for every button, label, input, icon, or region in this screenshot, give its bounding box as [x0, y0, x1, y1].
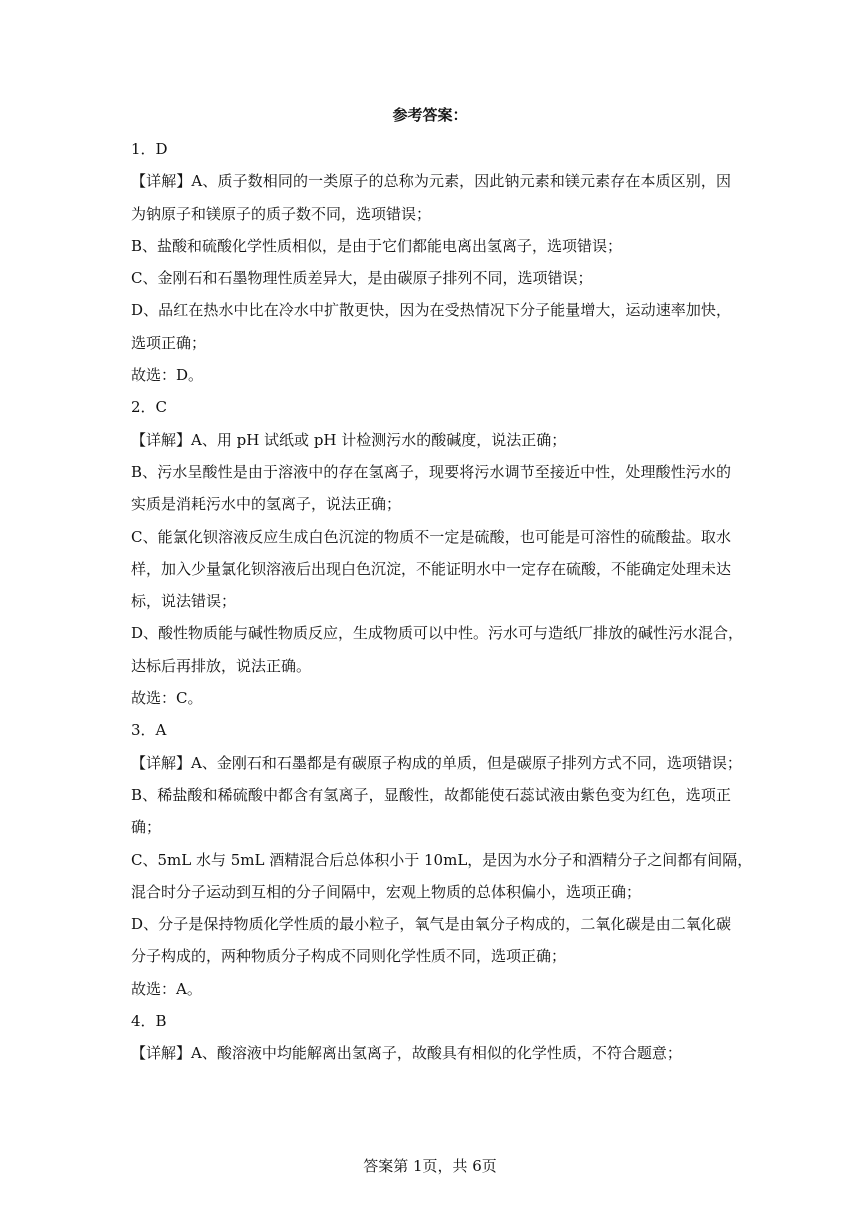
- text-line: 故选：C。: [131, 689, 203, 708]
- text-line: 故选：D。: [131, 366, 204, 385]
- answer-content: [131, 133, 753, 1070]
- text-line: 3．A: [131, 721, 167, 740]
- page-title: 参考答案：: [392, 106, 468, 124]
- text-line: 故选：A。: [131, 979, 202, 998]
- text-line: 4．B: [131, 1012, 167, 1031]
- text-line: 选项正确；: [131, 333, 207, 352]
- text-line: 【详解】A、金刚石和石墨都是有碳原子构成的单质，但是碳原子排列方式不同，选项错误；: [131, 753, 742, 772]
- text-line: 1．D: [131, 140, 168, 158]
- text-line: 混合时分子运动到互相的分子间隔中，宏观上物质的总体积偏小，选项正确；: [131, 882, 642, 901]
- text-line: C、5mL 水与 5mL 酒精混合后总体积小于 10mL，是因为水分子和酒精分子之间都有间隔，: [131, 850, 753, 869]
- text-line: 【详解】A、用 pH 试纸或 pH 计检测污水的酸碱度，说法正确；: [131, 430, 567, 449]
- text-line: 样，加入少量氯化钡溶液后出现白色沉淀，不能证明水中一定存在硫酸，不能确定处理未达: [131, 559, 732, 578]
- text-line: 【详解】A、质子数相同的一类原子的总称为元素，因此钠元素和镁元素存在本质区别，因: [131, 172, 731, 191]
- text-line: 【详解】A、酸溶液中均能解离出氢离子，故酸具有相似的化学性质，不符合题意；: [131, 1044, 682, 1063]
- text-line: 实质是消耗污水中的氢离子，说法正确；: [131, 495, 402, 514]
- text-line: 确；: [131, 818, 162, 837]
- text-line: 标，说法错误；: [131, 592, 237, 611]
- text-line: B、稀盐酸和稀硫酸中都含有氢离子，显酸性，故都能使石蕊试液由紫色变为红色，选项正: [131, 785, 731, 804]
- text-line: C、能氯化钡溶液反应生成白色沉淀的物质不一定是硫酸，也可能是可溶性的硫酸盐。取水: [131, 527, 731, 546]
- text-line: D、分子是保持物质化学性质的最小粒子，氧气是由氧分子构成的，二氧化碳是由二氧化碳: [131, 915, 731, 934]
- text-line: D、酸性物质能与碱性物质反应，生成物质可以中性。污水可与造纸厂排放的碱性污水混合，: [131, 624, 744, 643]
- text-line: C、金刚石和石墨物理性质差异大，是由碳原子排列不同，选项错误；: [131, 269, 593, 288]
- text-line: B、污水呈酸性是由于溶液中的存在氢离子，现要将污水调节至接近中性，处理酸性污水的: [131, 462, 731, 481]
- text-line: D、品红在热水中比在冷水中扩散更快，因为在受热情况下分子能量增大，运动速率加快，: [131, 301, 731, 320]
- text-line: 达标后再排放，说法正确。: [131, 656, 312, 675]
- text-line: 分子构成的，两种物质分子构成不同则化学性质不同，选项正确；: [131, 947, 567, 966]
- text-line: 2．C: [131, 398, 168, 417]
- text-line: 为钠原子和镁原子的质子数不同，选项错误；: [131, 204, 432, 223]
- text-line: B、盐酸和硫酸化学性质相似，是由于它们都能电离出氢离子，选项错误；: [131, 236, 623, 255]
- page-footer: 答案第 1页，共 6页: [363, 1157, 497, 1175]
